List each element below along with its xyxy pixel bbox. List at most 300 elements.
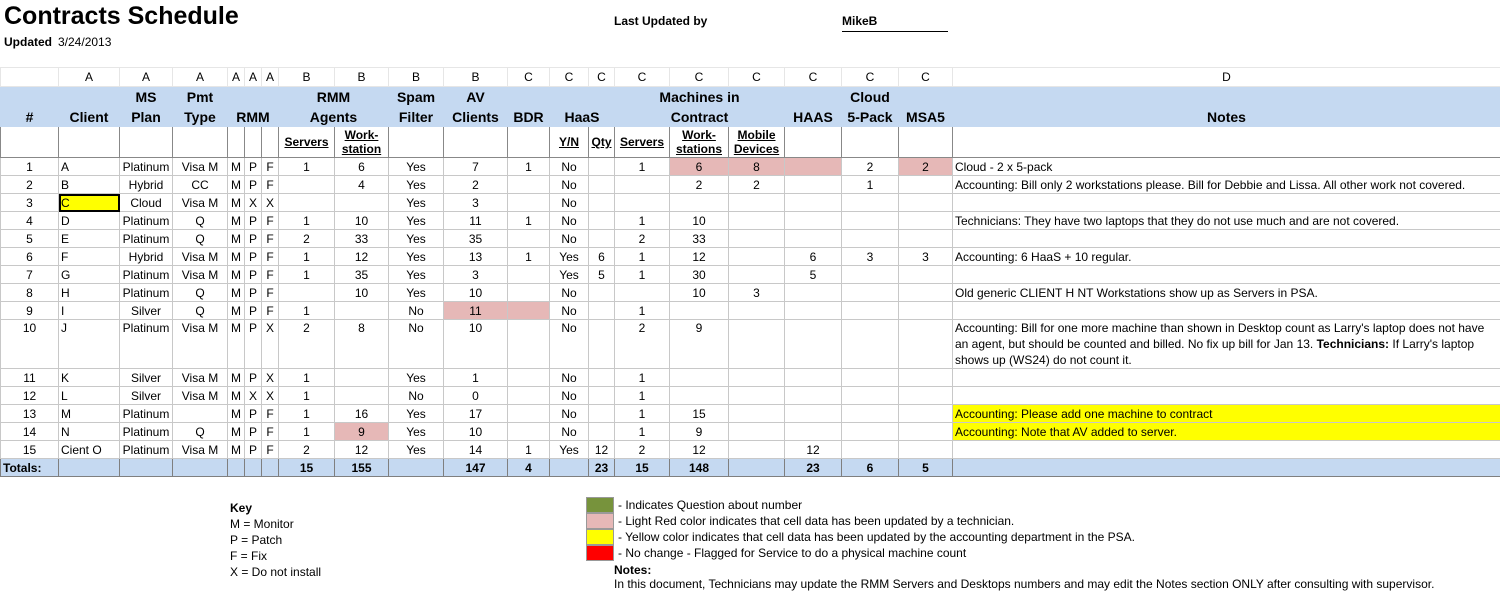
msa5[interactable]: 3 bbox=[899, 248, 953, 266]
bdr[interactable] bbox=[508, 405, 550, 423]
rmm-patch[interactable]: P bbox=[245, 405, 262, 423]
contract-servers[interactable]: 2 bbox=[615, 441, 670, 459]
rmm-fix[interactable]: X bbox=[262, 320, 279, 369]
ms-plan[interactable]: Hybrid bbox=[120, 176, 173, 194]
rmm-monitor[interactable]: M bbox=[228, 176, 245, 194]
msa5[interactable] bbox=[899, 194, 953, 212]
bdr[interactable]: 1 bbox=[508, 441, 550, 459]
rmm-workstations[interactable]: 8 bbox=[335, 320, 389, 369]
cloud-5pack[interactable] bbox=[842, 441, 899, 459]
rmm-fix[interactable]: F bbox=[262, 423, 279, 441]
av-clients[interactable]: 10 bbox=[444, 320, 508, 369]
rmm-workstations[interactable]: 9 bbox=[335, 423, 389, 441]
mobile-devices[interactable] bbox=[729, 441, 785, 459]
av-clients[interactable]: 14 bbox=[444, 441, 508, 459]
row-number[interactable]: 7 bbox=[1, 266, 59, 284]
row-number[interactable]: 1 bbox=[1, 158, 59, 176]
client-name[interactable]: F bbox=[59, 248, 120, 266]
haas-count[interactable] bbox=[785, 302, 842, 320]
rmm-patch[interactable]: P bbox=[245, 423, 262, 441]
notes-cell[interactable]: Accounting: 6 HaaS + 10 regular. bbox=[953, 248, 1500, 266]
haas-qty[interactable] bbox=[589, 284, 615, 302]
rmm-fix[interactable]: F bbox=[262, 212, 279, 230]
notes-cell[interactable]: Accounting: Note that AV added to server. bbox=[953, 423, 1500, 441]
haas-yn[interactable]: No bbox=[550, 230, 589, 248]
rmm-workstations[interactable] bbox=[335, 302, 389, 320]
haas-yn[interactable]: No bbox=[550, 176, 589, 194]
rmm-servers[interactable]: 1 bbox=[279, 302, 335, 320]
av-clients[interactable]: 17 bbox=[444, 405, 508, 423]
client-name[interactable]: D bbox=[59, 212, 120, 230]
notes-cell[interactable] bbox=[953, 320, 1500, 369]
cloud-5pack[interactable] bbox=[842, 369, 899, 387]
rmm-workstations[interactable]: 4 bbox=[335, 176, 389, 194]
rmm-monitor[interactable]: M bbox=[228, 248, 245, 266]
updated-date[interactable]: 3/24/2013 bbox=[58, 35, 112, 49]
notes-cell[interactable] bbox=[953, 230, 1500, 248]
contract-workstations[interactable]: 9 bbox=[670, 423, 729, 441]
haas-qty[interactable] bbox=[589, 320, 615, 369]
haas-qty[interactable] bbox=[589, 369, 615, 387]
client-name[interactable]: M bbox=[59, 405, 120, 423]
rmm-monitor[interactable]: M bbox=[228, 320, 245, 369]
rmm-workstations[interactable] bbox=[335, 369, 389, 387]
row-number[interactable]: 5 bbox=[1, 230, 59, 248]
haas-yn[interactable]: No bbox=[550, 320, 589, 369]
rmm-patch[interactable]: P bbox=[245, 441, 262, 459]
bdr[interactable] bbox=[508, 302, 550, 320]
pmt-type[interactable]: Q bbox=[173, 212, 228, 230]
cloud-5pack[interactable]: 3 bbox=[842, 248, 899, 266]
bdr[interactable] bbox=[508, 423, 550, 441]
msa5[interactable] bbox=[899, 423, 953, 441]
client-name[interactable]: J bbox=[59, 320, 120, 369]
contract-workstations[interactable]: 10 bbox=[670, 284, 729, 302]
haas-count[interactable] bbox=[785, 158, 842, 176]
client-name[interactable]: C bbox=[59, 194, 120, 212]
rmm-fix[interactable]: X bbox=[262, 194, 279, 212]
rmm-patch[interactable]: P bbox=[245, 302, 262, 320]
rmm-workstations[interactable]: 10 bbox=[335, 284, 389, 302]
contract-servers[interactable]: 1 bbox=[615, 212, 670, 230]
bdr[interactable] bbox=[508, 387, 550, 405]
contract-workstations[interactable]: 12 bbox=[670, 441, 729, 459]
notes-cell[interactable] bbox=[953, 194, 1500, 212]
rmm-monitor[interactable]: M bbox=[228, 194, 245, 212]
rmm-monitor[interactable]: M bbox=[228, 266, 245, 284]
cloud-5pack[interactable] bbox=[842, 194, 899, 212]
haas-yn[interactable]: No bbox=[550, 194, 589, 212]
rmm-fix[interactable]: F bbox=[262, 302, 279, 320]
contract-workstations[interactable] bbox=[670, 302, 729, 320]
bdr[interactable] bbox=[508, 176, 550, 194]
row-number[interactable]: 13 bbox=[1, 405, 59, 423]
spam-filter[interactable]: Yes bbox=[389, 284, 444, 302]
contract-workstations[interactable] bbox=[670, 369, 729, 387]
av-clients[interactable]: 10 bbox=[444, 284, 508, 302]
notes-cell[interactable]: Old generic CLIENT H NT Workstations show up as Servers in PSA. bbox=[953, 284, 1500, 302]
av-clients[interactable]: 10 bbox=[444, 423, 508, 441]
mobile-devices[interactable]: 3 bbox=[729, 284, 785, 302]
client-name[interactable]: H bbox=[59, 284, 120, 302]
rmm-patch[interactable]: P bbox=[245, 248, 262, 266]
ms-plan[interactable]: Platinum bbox=[120, 158, 173, 176]
rmm-monitor[interactable]: M bbox=[228, 230, 245, 248]
rmm-servers[interactable] bbox=[279, 284, 335, 302]
pmt-type[interactable]: Visa M bbox=[173, 369, 228, 387]
rmm-servers[interactable]: 1 bbox=[279, 387, 335, 405]
row-number[interactable]: 12 bbox=[1, 387, 59, 405]
spam-filter[interactable]: Yes bbox=[389, 423, 444, 441]
client-name[interactable]: I bbox=[59, 302, 120, 320]
ms-plan[interactable]: Silver bbox=[120, 369, 173, 387]
haas-count[interactable] bbox=[785, 405, 842, 423]
pmt-type[interactable] bbox=[173, 405, 228, 423]
client-name[interactable]: N bbox=[59, 423, 120, 441]
rmm-monitor[interactable]: M bbox=[228, 423, 245, 441]
cloud-5pack[interactable] bbox=[842, 405, 899, 423]
rmm-patch[interactable]: P bbox=[245, 369, 262, 387]
rmm-fix[interactable]: F bbox=[262, 266, 279, 284]
ms-plan[interactable]: Silver bbox=[120, 387, 173, 405]
haas-qty[interactable] bbox=[589, 158, 615, 176]
haas-count[interactable] bbox=[785, 194, 842, 212]
haas-count[interactable] bbox=[785, 284, 842, 302]
pmt-type[interactable]: Visa M bbox=[173, 441, 228, 459]
rmm-servers[interactable]: 1 bbox=[279, 266, 335, 284]
msa5[interactable] bbox=[899, 405, 953, 423]
row-number[interactable]: 6 bbox=[1, 248, 59, 266]
rmm-workstations[interactable]: 10 bbox=[335, 212, 389, 230]
notes-cell[interactable]: Accounting: Bill only 2 workstations please. Bill for Debbie and Lissa. All other work not covered. bbox=[953, 176, 1500, 194]
contract-servers[interactable]: 1 bbox=[615, 266, 670, 284]
haas-qty[interactable] bbox=[589, 194, 615, 212]
rmm-workstations[interactable]: 12 bbox=[335, 248, 389, 266]
contract-servers[interactable]: 2 bbox=[615, 230, 670, 248]
cloud-5pack[interactable] bbox=[842, 212, 899, 230]
haas-yn[interactable]: Yes bbox=[550, 248, 589, 266]
rmm-monitor[interactable]: M bbox=[228, 387, 245, 405]
spam-filter[interactable]: Yes bbox=[389, 248, 444, 266]
pmt-type[interactable]: Q bbox=[173, 302, 228, 320]
rmm-patch[interactable]: P bbox=[245, 176, 262, 194]
pmt-type[interactable]: Visa M bbox=[173, 158, 228, 176]
msa5[interactable] bbox=[899, 230, 953, 248]
notes-cell[interactable] bbox=[953, 266, 1500, 284]
haas-yn[interactable]: No bbox=[550, 369, 589, 387]
mobile-devices[interactable] bbox=[729, 194, 785, 212]
ms-plan[interactable]: Platinum bbox=[120, 405, 173, 423]
spam-filter[interactable]: Yes bbox=[389, 266, 444, 284]
rmm-servers[interactable]: 1 bbox=[279, 369, 335, 387]
msa5[interactable] bbox=[899, 387, 953, 405]
last-updated-user[interactable]: MikeB bbox=[842, 14, 948, 32]
haas-count[interactable]: 5 bbox=[785, 266, 842, 284]
haas-count[interactable]: 12 bbox=[785, 441, 842, 459]
mobile-devices[interactable] bbox=[729, 405, 785, 423]
rmm-servers[interactable]: 1 bbox=[279, 248, 335, 266]
bdr[interactable] bbox=[508, 284, 550, 302]
bdr[interactable] bbox=[508, 266, 550, 284]
client-name[interactable]: K bbox=[59, 369, 120, 387]
notes-cell[interactable]: Cloud - 2 x 5-pack bbox=[953, 158, 1500, 176]
haas-qty[interactable] bbox=[589, 405, 615, 423]
rmm-patch[interactable]: P bbox=[245, 320, 262, 369]
av-clients[interactable]: 35 bbox=[444, 230, 508, 248]
mobile-devices[interactable] bbox=[729, 212, 785, 230]
contract-servers[interactable]: 1 bbox=[615, 302, 670, 320]
row-number[interactable]: 14 bbox=[1, 423, 59, 441]
contract-servers[interactable]: 1 bbox=[615, 405, 670, 423]
rmm-workstations[interactable]: 35 bbox=[335, 266, 389, 284]
haas-qty[interactable]: 6 bbox=[589, 248, 615, 266]
notes-cell[interactable] bbox=[953, 369, 1500, 387]
av-clients[interactable]: 11 bbox=[444, 212, 508, 230]
pmt-type[interactable]: Visa M bbox=[173, 320, 228, 369]
spam-filter[interactable]: Yes bbox=[389, 441, 444, 459]
spam-filter[interactable]: No bbox=[389, 320, 444, 369]
contract-workstations[interactable]: 2 bbox=[670, 176, 729, 194]
rmm-fix[interactable]: F bbox=[262, 230, 279, 248]
bdr[interactable]: 1 bbox=[508, 212, 550, 230]
av-clients[interactable]: 11 bbox=[444, 302, 508, 320]
rmm-servers[interactable]: 1 bbox=[279, 423, 335, 441]
av-clients[interactable]: 0 bbox=[444, 387, 508, 405]
msa5[interactable] bbox=[899, 212, 953, 230]
rmm-patch[interactable]: X bbox=[245, 194, 262, 212]
spam-filter[interactable]: Yes bbox=[389, 230, 444, 248]
rmm-monitor[interactable]: M bbox=[228, 405, 245, 423]
cloud-5pack[interactable]: 2 bbox=[842, 158, 899, 176]
spam-filter[interactable]: Yes bbox=[389, 176, 444, 194]
rmm-fix[interactable]: F bbox=[262, 284, 279, 302]
haas-yn[interactable]: No bbox=[550, 284, 589, 302]
haas-count[interactable] bbox=[785, 320, 842, 369]
ms-plan[interactable]: Platinum bbox=[120, 441, 173, 459]
spam-filter[interactable]: Yes bbox=[389, 369, 444, 387]
rmm-monitor[interactable]: M bbox=[228, 158, 245, 176]
pmt-type[interactable]: Q bbox=[173, 230, 228, 248]
mobile-devices[interactable]: 8 bbox=[729, 158, 785, 176]
mobile-devices[interactable] bbox=[729, 230, 785, 248]
spam-filter[interactable]: Yes bbox=[389, 405, 444, 423]
pmt-type[interactable]: Visa M bbox=[173, 194, 228, 212]
rmm-patch[interactable]: P bbox=[245, 230, 262, 248]
av-clients[interactable]: 2 bbox=[444, 176, 508, 194]
rmm-servers[interactable]: 1 bbox=[279, 405, 335, 423]
rmm-fix[interactable]: F bbox=[262, 158, 279, 176]
contract-servers[interactable]: 1 bbox=[615, 423, 670, 441]
cloud-5pack[interactable] bbox=[842, 423, 899, 441]
haas-count[interactable]: 6 bbox=[785, 248, 842, 266]
cloud-5pack[interactable] bbox=[842, 230, 899, 248]
bdr[interactable] bbox=[508, 320, 550, 369]
haas-count[interactable] bbox=[785, 212, 842, 230]
rmm-servers[interactable]: 1 bbox=[279, 212, 335, 230]
haas-qty[interactable]: 12 bbox=[589, 441, 615, 459]
haas-yn[interactable]: Yes bbox=[550, 266, 589, 284]
av-clients[interactable]: 3 bbox=[444, 266, 508, 284]
ms-plan[interactable]: Platinum bbox=[120, 230, 173, 248]
client-name[interactable]: L bbox=[59, 387, 120, 405]
haas-yn[interactable]: Yes bbox=[550, 441, 589, 459]
haas-qty[interactable]: 5 bbox=[589, 266, 615, 284]
contract-workstations[interactable] bbox=[670, 194, 729, 212]
msa5[interactable] bbox=[899, 176, 953, 194]
haas-qty[interactable] bbox=[589, 230, 615, 248]
mobile-devices[interactable] bbox=[729, 423, 785, 441]
spam-filter[interactable]: No bbox=[389, 387, 444, 405]
haas-yn[interactable]: No bbox=[550, 423, 589, 441]
client-name[interactable]: G bbox=[59, 266, 120, 284]
spam-filter[interactable]: No bbox=[389, 302, 444, 320]
msa5[interactable] bbox=[899, 320, 953, 369]
rmm-servers[interactable]: 2 bbox=[279, 320, 335, 369]
contract-workstations[interactable]: 10 bbox=[670, 212, 729, 230]
contract-workstations[interactable]: 12 bbox=[670, 248, 729, 266]
msa5[interactable]: 2 bbox=[899, 158, 953, 176]
bdr[interactable] bbox=[508, 230, 550, 248]
rmm-patch[interactable]: X bbox=[245, 387, 262, 405]
rmm-servers[interactable] bbox=[279, 194, 335, 212]
msa5[interactable] bbox=[899, 302, 953, 320]
pmt-type[interactable]: Visa M bbox=[173, 387, 228, 405]
notes-cell[interactable] bbox=[953, 441, 1500, 459]
rmm-fix[interactable]: X bbox=[262, 369, 279, 387]
rmm-patch[interactable]: P bbox=[245, 266, 262, 284]
client-name[interactable]: B bbox=[59, 176, 120, 194]
row-number[interactable]: 4 bbox=[1, 212, 59, 230]
mobile-devices[interactable] bbox=[729, 266, 785, 284]
notes-cell[interactable] bbox=[953, 302, 1500, 320]
spam-filter[interactable]: Yes bbox=[389, 158, 444, 176]
contract-servers[interactable]: 1 bbox=[615, 369, 670, 387]
haas-count[interactable] bbox=[785, 176, 842, 194]
ms-plan[interactable]: Platinum bbox=[120, 212, 173, 230]
contract-workstations[interactable]: 9 bbox=[670, 320, 729, 369]
row-number[interactable]: 2 bbox=[1, 176, 59, 194]
haas-yn[interactable]: No bbox=[550, 405, 589, 423]
mobile-devices[interactable] bbox=[729, 248, 785, 266]
rmm-workstations[interactable]: 33 bbox=[335, 230, 389, 248]
cloud-5pack[interactable] bbox=[842, 387, 899, 405]
contract-workstations[interactable]: 30 bbox=[670, 266, 729, 284]
row-number[interactable]: 3 bbox=[1, 194, 59, 212]
pmt-type[interactable]: Q bbox=[173, 423, 228, 441]
bdr[interactable]: 1 bbox=[508, 248, 550, 266]
ms-plan[interactable]: Hybrid bbox=[120, 248, 173, 266]
pmt-type[interactable]: CC bbox=[173, 176, 228, 194]
mobile-devices[interactable] bbox=[729, 320, 785, 369]
haas-count[interactable] bbox=[785, 387, 842, 405]
contract-workstations[interactable]: 33 bbox=[670, 230, 729, 248]
rmm-servers[interactable]: 1 bbox=[279, 158, 335, 176]
cloud-5pack[interactable] bbox=[842, 320, 899, 369]
haas-yn[interactable]: No bbox=[550, 212, 589, 230]
pmt-type[interactable]: Q bbox=[173, 284, 228, 302]
ms-plan[interactable]: Cloud bbox=[120, 194, 173, 212]
rmm-monitor[interactable]: M bbox=[228, 284, 245, 302]
rmm-patch[interactable]: P bbox=[245, 158, 262, 176]
av-clients[interactable]: 13 bbox=[444, 248, 508, 266]
contract-servers[interactable]: 1 bbox=[615, 158, 670, 176]
cloud-5pack[interactable] bbox=[842, 284, 899, 302]
contract-servers[interactable]: 2 bbox=[615, 320, 670, 369]
haas-qty[interactable] bbox=[589, 423, 615, 441]
row-number[interactable]: 9 bbox=[1, 302, 59, 320]
mobile-devices[interactable]: 2 bbox=[729, 176, 785, 194]
haas-qty[interactable] bbox=[589, 302, 615, 320]
cloud-5pack[interactable] bbox=[842, 266, 899, 284]
pmt-type[interactable]: Visa M bbox=[173, 248, 228, 266]
contract-servers[interactable] bbox=[615, 194, 670, 212]
contract-servers[interactable] bbox=[615, 176, 670, 194]
haas-count[interactable] bbox=[785, 230, 842, 248]
rmm-servers[interactable]: 2 bbox=[279, 230, 335, 248]
msa5[interactable] bbox=[899, 266, 953, 284]
row-number[interactable]: 8 bbox=[1, 284, 59, 302]
rmm-servers[interactable]: 2 bbox=[279, 441, 335, 459]
mobile-devices[interactable] bbox=[729, 387, 785, 405]
haas-yn[interactable]: No bbox=[550, 302, 589, 320]
rmm-fix[interactable]: F bbox=[262, 441, 279, 459]
rmm-fix[interactable]: F bbox=[262, 176, 279, 194]
rmm-fix[interactable]: F bbox=[262, 248, 279, 266]
rmm-workstations[interactable] bbox=[335, 387, 389, 405]
mobile-devices[interactable] bbox=[729, 302, 785, 320]
client-name[interactable]: E bbox=[59, 230, 120, 248]
haas-yn[interactable]: No bbox=[550, 387, 589, 405]
av-clients[interactable]: 1 bbox=[444, 369, 508, 387]
haas-yn[interactable]: No bbox=[550, 158, 589, 176]
rmm-fix[interactable]: F bbox=[262, 405, 279, 423]
bdr[interactable] bbox=[508, 369, 550, 387]
contract-workstations[interactable]: 15 bbox=[670, 405, 729, 423]
spam-filter[interactable]: Yes bbox=[389, 212, 444, 230]
notes-cell[interactable] bbox=[953, 387, 1500, 405]
rmm-servers[interactable] bbox=[279, 176, 335, 194]
bdr[interactable]: 1 bbox=[508, 158, 550, 176]
row-number[interactable]: 11 bbox=[1, 369, 59, 387]
haas-qty[interactable] bbox=[589, 387, 615, 405]
cloud-5pack[interactable]: 1 bbox=[842, 176, 899, 194]
rmm-patch[interactable]: P bbox=[245, 284, 262, 302]
row-number[interactable]: 15 bbox=[1, 441, 59, 459]
ms-plan[interactable]: Platinum bbox=[120, 320, 173, 369]
ms-plan[interactable]: Silver bbox=[120, 302, 173, 320]
contract-servers[interactable]: 1 bbox=[615, 248, 670, 266]
haas-count[interactable] bbox=[785, 369, 842, 387]
haas-qty[interactable] bbox=[589, 176, 615, 194]
contract-servers[interactable] bbox=[615, 284, 670, 302]
contract-servers[interactable]: 1 bbox=[615, 387, 670, 405]
mobile-devices[interactable] bbox=[729, 369, 785, 387]
rmm-monitor[interactable]: M bbox=[228, 212, 245, 230]
av-clients[interactable]: 3 bbox=[444, 194, 508, 212]
msa5[interactable] bbox=[899, 441, 953, 459]
haas-count[interactable] bbox=[785, 423, 842, 441]
rmm-monitor[interactable]: M bbox=[228, 302, 245, 320]
cloud-5pack[interactable] bbox=[842, 302, 899, 320]
msa5[interactable] bbox=[899, 284, 953, 302]
msa5[interactable] bbox=[899, 369, 953, 387]
pmt-type[interactable]: Visa M bbox=[173, 266, 228, 284]
contract-workstations[interactable]: 6 bbox=[670, 158, 729, 176]
rmm-workstations[interactable] bbox=[335, 194, 389, 212]
contract-workstations[interactable] bbox=[670, 387, 729, 405]
rmm-fix[interactable]: X bbox=[262, 387, 279, 405]
ms-plan[interactable]: Platinum bbox=[120, 266, 173, 284]
